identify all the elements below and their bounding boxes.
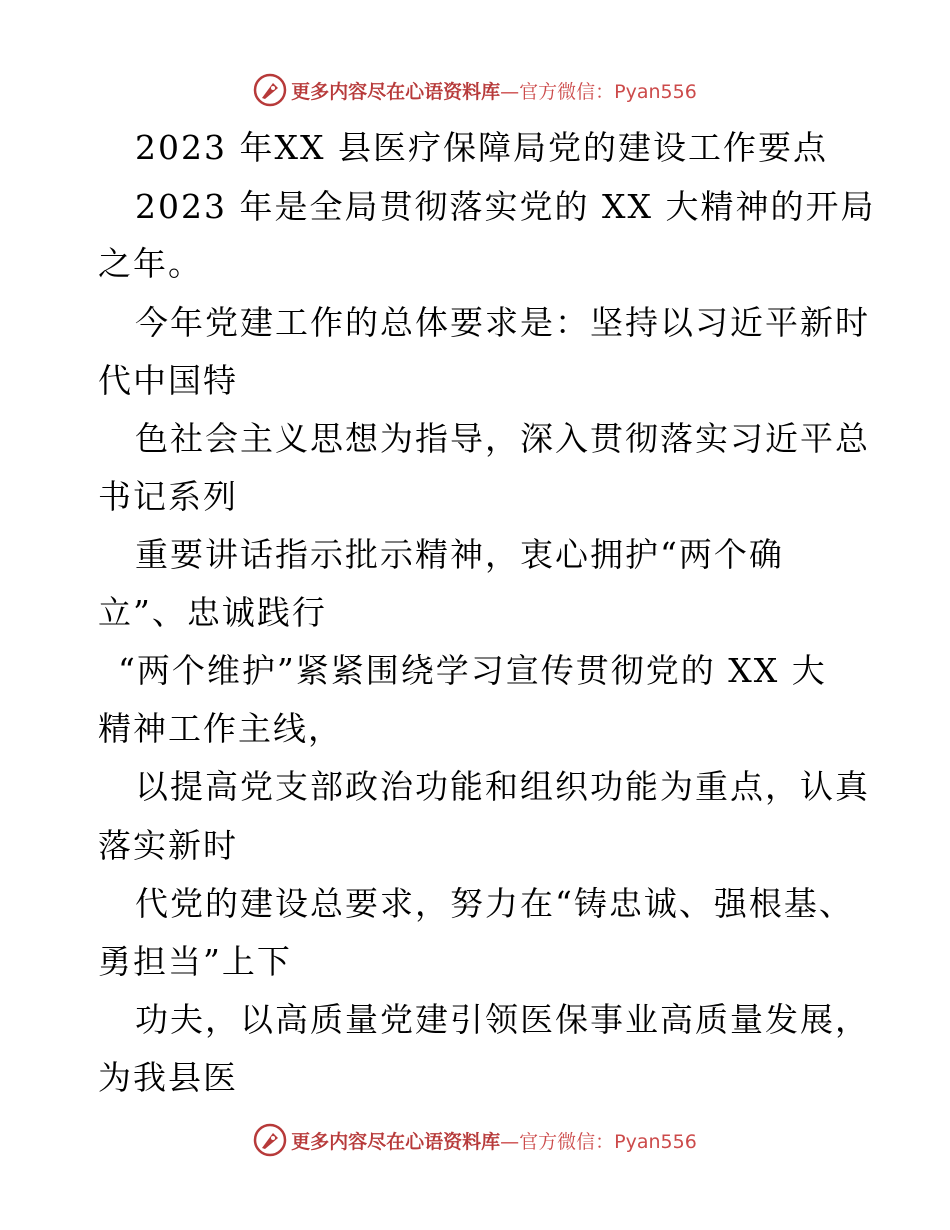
- document-title: 2023 年XX 县医疗保障局党的建设工作要点: [135, 128, 828, 167]
- paragraph-line: 色社会主义思想为指导，深入贯彻落实习近平总: [135, 419, 870, 458]
- paragraph-line: 立”、忠诚践行: [98, 593, 327, 632]
- watermark-contact: —官方微信：Pyan556: [500, 1130, 697, 1153]
- watermark-text: 更多内容尽在心语资料库: [291, 80, 501, 103]
- paragraph-line: 勇担当”上下: [98, 942, 292, 981]
- paragraph-line: 代中国特: [98, 361, 238, 400]
- pen-nib-logo-icon: [253, 73, 287, 107]
- paragraph-line: 重要讲话指示批示精神，衷心拥护“两个确: [135, 535, 784, 574]
- paragraph-line: “两个维护”紧紧围绕学习宣传贯彻党的 XX 大: [118, 651, 827, 690]
- watermark-header: [0, 70, 950, 110]
- paragraph-line: 2023 年是全局贯彻落实党的 XX 大精神的开局: [135, 187, 876, 226]
- paragraph-line: 之年。: [98, 244, 203, 283]
- paragraph-line: 书记系列: [98, 477, 238, 516]
- watermark-contact: —官方微信：Pyan556: [500, 80, 697, 103]
- paragraph-line: 精神工作主线，: [98, 709, 343, 748]
- paragraph-line: 落实新时: [98, 826, 238, 865]
- watermark-footer: [0, 1120, 950, 1160]
- paragraph-line: 以提高党支部政治功能和组织功能为重点，认真: [135, 767, 870, 806]
- paragraph-line: 今年党建工作的总体要求是：坚持以习近平新时: [135, 303, 870, 342]
- watermark-text: 更多内容尽在心语资料库: [291, 1130, 501, 1153]
- paragraph-line: 功夫，以高质量党建引领医保事业高质量发展，: [135, 1000, 870, 1039]
- paragraph-line: 为我县医: [98, 1058, 238, 1097]
- pen-nib-logo-icon: [253, 1123, 287, 1157]
- paragraph-line: 代党的建设总要求，努力在“铸忠诚、强根基、: [135, 884, 854, 923]
